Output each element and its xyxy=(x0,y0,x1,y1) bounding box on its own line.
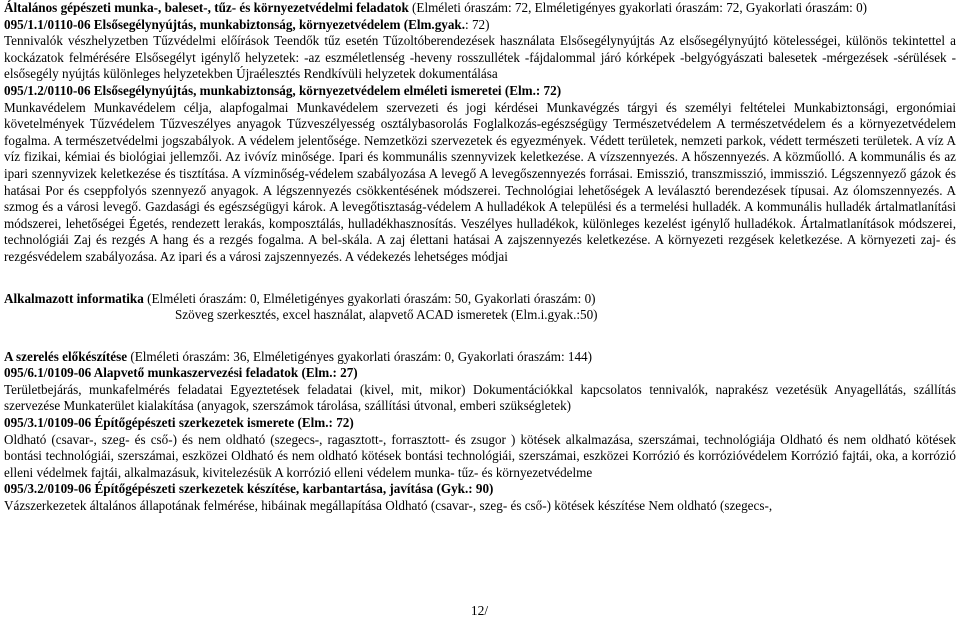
section-general-safety xyxy=(4,0,956,17)
section-title: A szerelés előkészítése xyxy=(4,348,128,364)
document-page xyxy=(4,0,956,515)
section-hours: (Elméleti óraszám: 72, Elméletigényes gyakorlati óraszám: 72, Gyakorlati óraszám: 0) xyxy=(408,0,868,15)
module-body: Területbejárás, munkafelmérés feladatai Egyeztetések feladatai (kivel, mit, mikor) Dokumentációkkal kapcsolatos tennivalók, naprakész vezetésük Anyagellátás, szállítás szervezése Munkaterület kialakítása (anyagok, szerszámok tárolása, szállítási útvonal, emberi szükségletek) xyxy=(4,381,956,414)
module-heading xyxy=(4,17,956,34)
spacer xyxy=(4,324,956,349)
section-title: Alkalmazott informatika xyxy=(4,290,144,306)
page-number: 12/ xyxy=(470,603,489,618)
module-title: 095/6.1/0109-06 Alapvető munkaszervezési feladatok (Elm.: 27) xyxy=(4,365,358,381)
module-hours: : 72) xyxy=(535,82,562,98)
module-title: 095/1.2/0110-06 Elsősegélynyújtás, munkabiztonság, környezetvédelem elméleti ismeretei (Elm. xyxy=(4,82,536,98)
section-hours: (Elméleti óraszám: 0, Elméletigényes gyakorlati óraszám: 50, Gyakorlati óraszám: 0) xyxy=(143,290,596,306)
module-heading xyxy=(4,83,956,100)
section-line: Szöveg szerkesztés, excel használat, alapvető ACAD ismeretek (Elm.i.gyak.:50) xyxy=(175,307,598,323)
section-hours: (Elméleti óraszám: 36, Elméletigényes gyakorlati óraszám: 0, Gyakorlati óraszám: 144) xyxy=(127,348,592,364)
section-assembly-prep xyxy=(4,349,956,366)
section-title: Általános gépészeti munka-, baleset-, tűz- és környezetvédelmi feladatok xyxy=(4,0,409,15)
module-body: Tennivalók vészhelyzetben Tűzvédelmi előírások Teendők tűz esetén Tűzoltóberendezések használata Elsősegélynyújtás Az elsősegélynyújtó kötelességei, különös tekintettel a kockázatok felmérésére Elsősegélyt igénylő helyzetek: -az eszméletlenség -heveny rosszullétek -fájdalommal járó kórképek -belgyógyászati balesetek -mérgezések -sérülések -elsősegély nyújtás különleges helyzetekben Újraélesztés Rendkívüli helyzetek dokumentálása xyxy=(4,33,956,82)
module-body: Munkavédelem Munkavédelem célja, alapfogalmai Munkavédelem szervezeti és jogi kérdései Munkavégzés tárgyi és személyi feltételei Munkabiztonsági, ergonómiai követelmények Tűzvédelem Tűzveszélyes anyagok Tűzveszélyesség osztálybasorolás Foglalkozás-egészségügy Természetvédelem A természetvédelem és a környezetvédelem fogalma. A természetvédelmi jogszabályok. A védelem jelentősége. Nemzetközi szervezetek és egyezmények. Védett területek, nemzeti parkok, védett természeti területek. A víz A víz fizikai, kémiai és biológiai jellemzői. Az ivóvíz minősége. Ipari és kommunális szennyvizek keletkezése. A vízszennyezés. A hőszennyezés. A közműolló. A kommunális és az ipari szennyvizek keletkezése és tisztítása. A vízminőség-védelem szabályozása A levegő A levegőszennyezés forrásai. Emisszió, transzmisszió, immisszió. Légszennyező gázok és hatásai Por és cseppfolyós szennyező anyagok. A légszennyezés csökkentésének módszerei. Technológiai lehetőségek A leválasztó berendezések típusai. Az ólomszennyezés. A szmog és a városi levegő. Gazdasági és egészségügyi károk. A levegőtisztaság-védelem A hulladékok A települési és a termelési hulladék. A kommunális hulladék ártalmatlanítási módszerei, lehetőségei Égetés, rendezett lerakás, komposztálás, hulladékhasznosítás. Veszélyes hulladékok, különleges kezelést igénylő hulladékok. Ártalmatlanítások módszerei, technológiái Zaj és rezgés A hang és a rezgés fogalma. A bel-skála. A zaj élettani hatásai A zajszennyezés keletkezése. A környezeti rezgések keletkezése. A környezeti zaj- és rezgésvédelem szabályozása. Az ipari és a városi zajszennyezés. A védekezés lehetséges módjai xyxy=(4,99,956,264)
module-title: 095/3.2/0109-06 Építőgépészeti szerkezetek készítése, karbantartása, javítása (Gyk.: 90) xyxy=(4,481,494,497)
section-applied-it xyxy=(4,291,956,308)
module-title: 095/3.1/0109-06 Építőgépészeti szerkezetek ismerete (Elm.: 72) xyxy=(4,415,354,431)
module-body: Vázszerkezetek általános állapotának felmérése, hibáinak megállapítása Oldható (csavar-, szeg- és cső-) kötések készítése Nem oldható (szegecs-, xyxy=(4,498,773,514)
module-hours: : 72) xyxy=(465,16,490,32)
module-title: 095/1.1/0110-06 Elsősegélynyújtás, munkabiztonság, környezetvédelem (Elm.gyak. xyxy=(4,16,466,32)
module-body: Oldható (csavar-, szeg- és cső-) és nem oldható (szegecs-, ragasztott-, forrasztott- és zsugor ) kötések alkalmazása, szerszámai, technológiája Oldható és nem oldható kötések bontási technológiái, szerszámai, eszközei Oldható és nem oldható kötések bontási technológiái, szerszámai, eszközei Korrózió és korrózióvédelem Korrózió fajtái, oka, a korrózió elleni védelmek fajtái, alkalmazásuk, kivitelezésük A korrózió elleni védelem munka- tűz- és környezetvédelme xyxy=(4,431,956,480)
spacer xyxy=(4,266,956,291)
